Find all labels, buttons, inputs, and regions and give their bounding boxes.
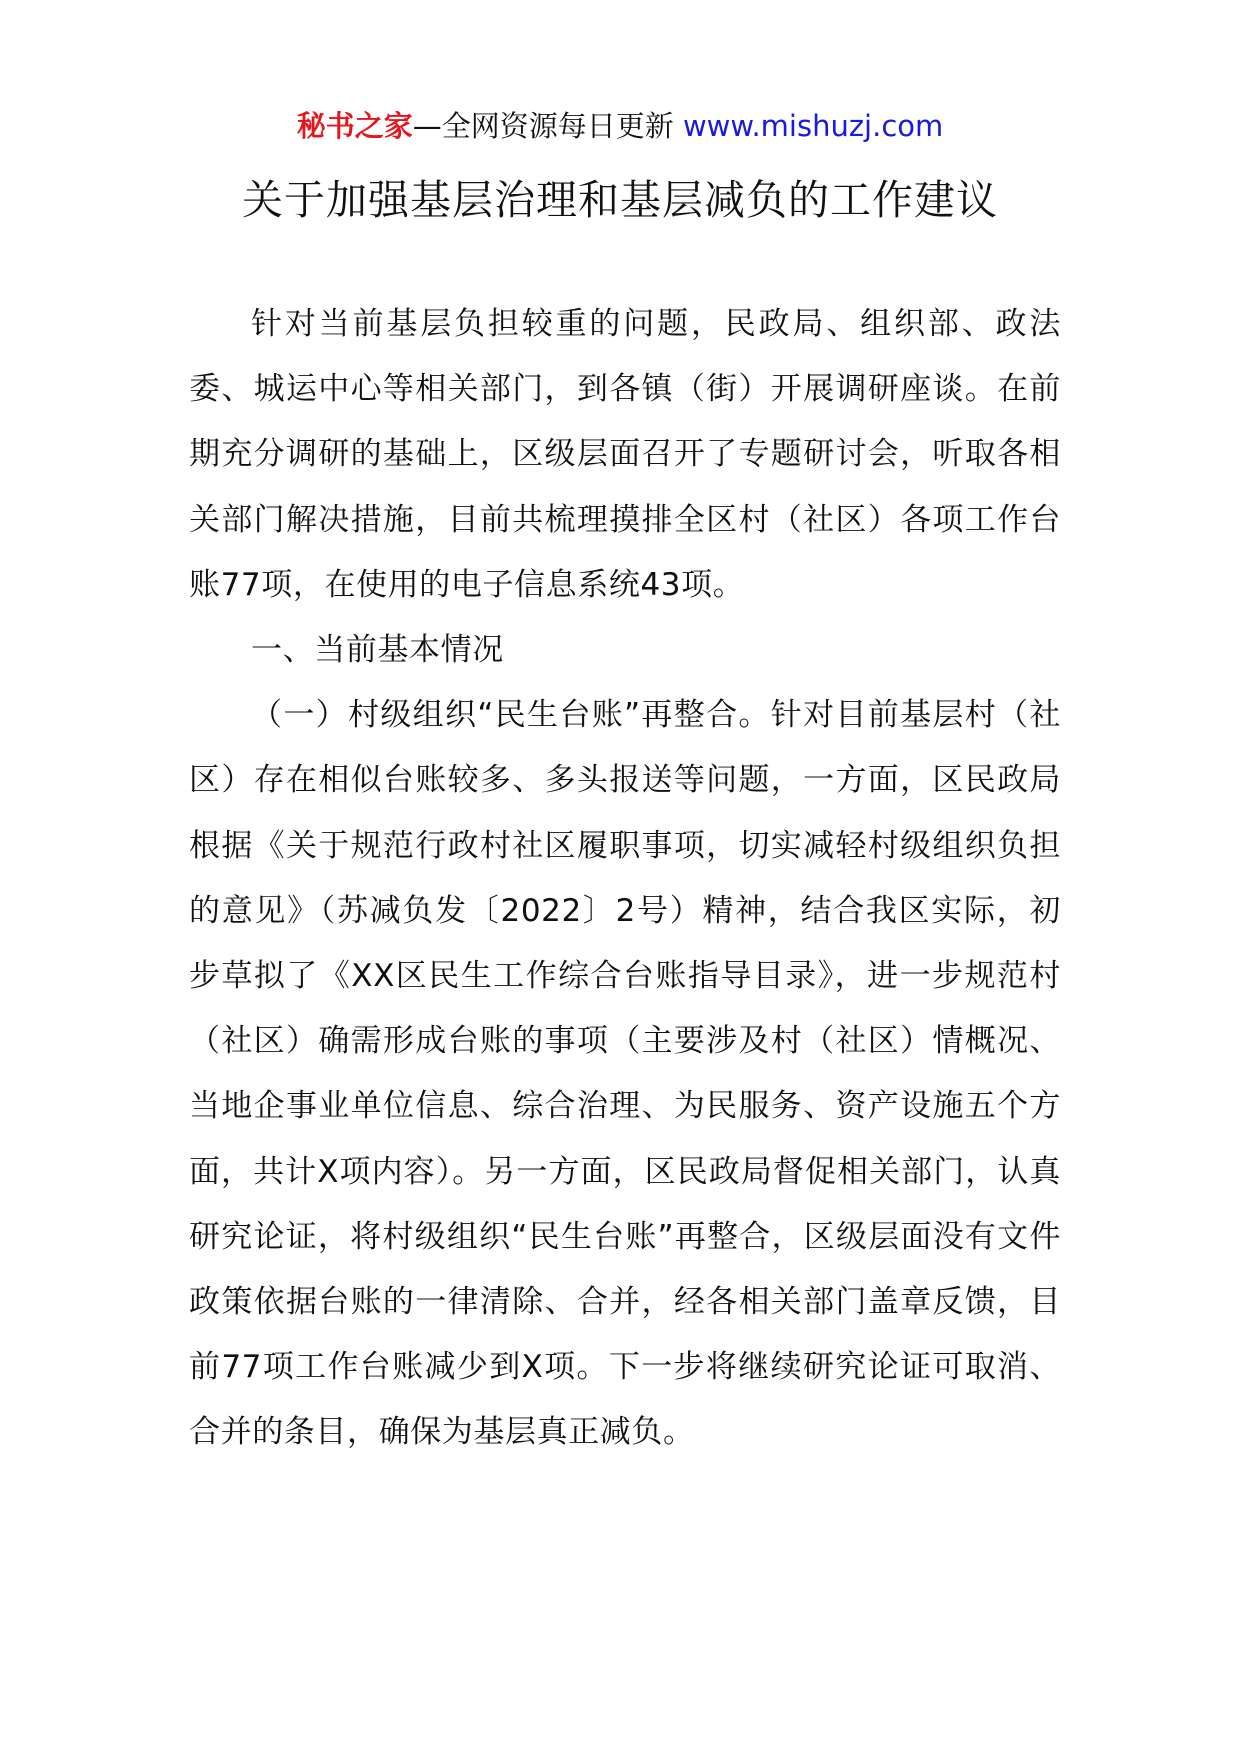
site-url-link[interactable]: www.mishuzj.com (682, 109, 944, 143)
document-body (189, 292, 1061, 1466)
intro-paragraph: 针对当前基层负担较重的问题，民政局、组织部、政法委、城运中心等相关部门，到各镇（街）开展调研座谈。在前期充分调研的基础上，区级层面召开了专题研讨会，听取各相关部门解决措施，目前共梳理摸排全区村（社区）各项工作台账77项，在使用的电子信息系统43项。 (189, 306, 1061, 603)
site-header (0, 104, 1240, 148)
subsection-paragraph: （一）村级组织“民生台账”再整合。针对目前基层村（社区）存在相似台账较多、多头报送等问题，一方面，区民政局根据《关于规范行政村社区履职事项，切实减轻村级组织负担的意见》（苏减负发〔2022〕2号）精神，结合我区实际，初步草拟了《XX区民生工作综合台账指导目录》，进一步规范村（社区）确需形成台账的事项（主要涉及村（社区）情概况、当地企事业单位信息、综合治理、为民服务、资产设施五个方面，共计X项内容）。另一方面，区民政局督促相关部门，认真研究论证，将村级组织“民生台账”再整合，区级层面没有文件政策依据台账的一律清除、合并，经各相关部门盖章反馈，目前77项工作台账减少到X项。下一步将继续研究论证可取消、合并的条目，确保为基层真正减负。 (189, 697, 1061, 1451)
section-heading: 一、当前基本情况 (251, 632, 504, 669)
document-title: 关于加强基层治理和基层减负的工作建议 (242, 176, 998, 224)
brand-name: 秘书之家 (296, 109, 413, 143)
site-tagline: —全网资源每日更新 (412, 109, 674, 143)
